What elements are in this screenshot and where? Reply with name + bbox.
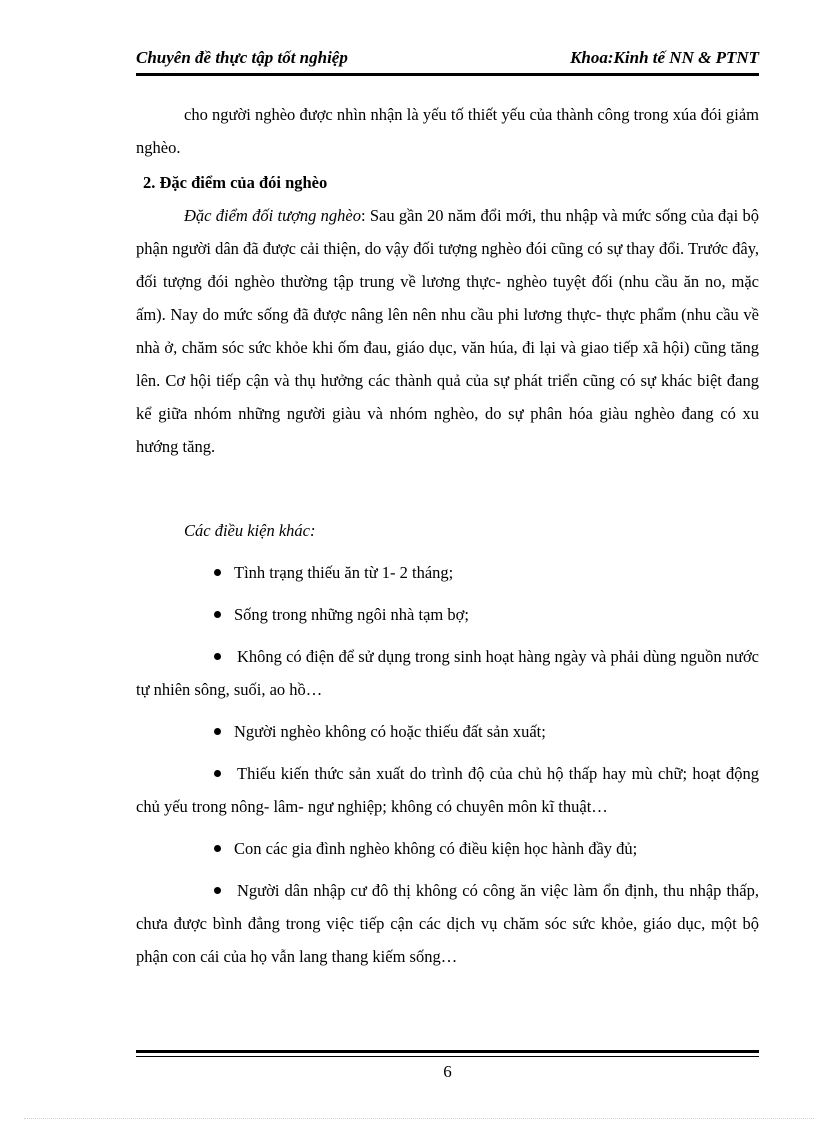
list-item: Con các gia đình nghèo không có điều kiện học hành đầy đủ; bbox=[136, 832, 759, 865]
term-label: Đặc điểm đối tượng nghèo bbox=[184, 206, 362, 225]
other-conditions-label: Các điều kiện khác: bbox=[184, 521, 316, 540]
paragraph-continuation: cho người nghèo được nhìn nhận là yếu tố thiết yếu của thành công trong xúa đói giảm nghèo. bbox=[136, 105, 759, 157]
bullet-icon bbox=[214, 728, 221, 735]
bullet-icon bbox=[214, 653, 221, 660]
header-faculty: Khoa:Kinh tế NN & PTNT bbox=[570, 48, 759, 67]
spacer bbox=[136, 463, 759, 514]
list-item: Người nghèo không có hoặc thiếu đất sản xuất; bbox=[136, 715, 759, 748]
bullet-icon bbox=[214, 611, 221, 618]
page-number: 6 bbox=[443, 1062, 452, 1081]
page-edge bbox=[24, 1118, 814, 1119]
list-item: Không có điện để sử dụng trong sinh hoạt hàng ngày và phải dùng nguồn nước tự nhiên sông, suối, ao hồ… bbox=[136, 647, 759, 699]
footer-rule-thick bbox=[136, 1050, 759, 1053]
list-item: Sống trong những ngôi nhà tạm bợ; bbox=[136, 598, 759, 631]
list-item: Thiếu kiến thức sản xuất do trình độ của chủ hộ thấp hay mù chữ; hoạt động chủ yếu trong nông- lâm- ngư nghiệp; không có chuyên môn kĩ thuật… bbox=[136, 764, 759, 816]
list-item: Người dân nhập cư đô thị không có công ăn việc làm ổn định, thu nhập thấp, chưa được bình đẳng trong việc tiếp cận các dịch vụ chăm sóc sức khỏe, giáo dục, một bộ phận con cái của họ vẫn lang thang kiếm sống… bbox=[136, 881, 759, 966]
bullet-icon bbox=[214, 569, 221, 576]
bullet-icon bbox=[214, 770, 221, 777]
page-body bbox=[136, 98, 759, 973]
header-course-title: Chuyên đề thực tập tốt nghiệp bbox=[136, 48, 348, 67]
bullet-icon bbox=[214, 845, 221, 852]
section-heading: 2. Đặc điểm của đói nghèo bbox=[143, 173, 328, 192]
list-item: Tình trạng thiếu ăn từ 1- 2 tháng; bbox=[136, 556, 759, 589]
page-header bbox=[136, 48, 759, 72]
paragraph-text: : Sau gần 20 năm đổi mới, thu nhập và mức sống của đại bộ phận người dân đã được cải thiện, do vậy đối tượng nghèo đói cũng có sự thay đổi. Trước đây, đối tượng đói nghèo thường tập trung về lương thực- nghèo tuyệt đối (nhu cầu ăn no, mặc ấm). Nay do mức sống đã được nâng lên nên nhu cầu phi lương thực- thực phẩm (nhu cầu về nhà ở, chăm sóc sức khỏe khi ốm đau, giáo dục, văn húa, đi lại và giao tiếp xã hội) cũng tăng lên. Cơ hội tiếp cận và thụ hưởng các thành quả của sự phát triển cũng có sự khác biệt đang kể giữa nhóm những người giàu và nhóm nghèo, do sự phân hóa giàu nghèo đang có xu hướng tăng. bbox=[136, 206, 759, 456]
paragraph-poverty-targets bbox=[136, 199, 759, 463]
footer-rule-thin bbox=[136, 1056, 759, 1057]
bullet-icon bbox=[214, 887, 221, 894]
header-rule bbox=[136, 73, 759, 76]
